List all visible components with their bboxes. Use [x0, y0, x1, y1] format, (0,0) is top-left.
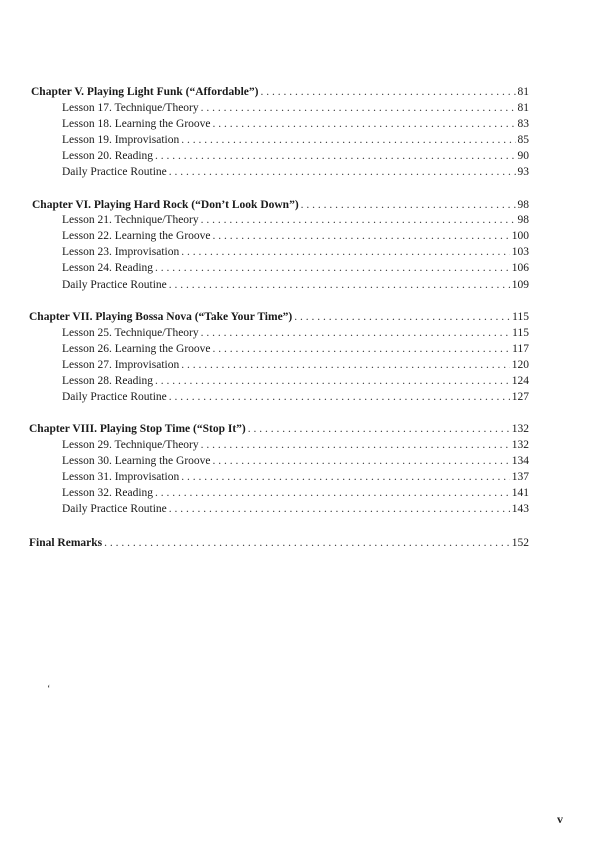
dot-leader: [169, 389, 510, 405]
page-number: 134: [511, 455, 529, 467]
toc-entry-lesson[interactable]: [62, 228, 529, 244]
dot-leader: [294, 309, 510, 325]
toc-entry-chapter-7[interactable]: [29, 309, 529, 325]
page-number: 115: [512, 327, 529, 339]
lesson-title: Lesson 26. Learning the Groove: [62, 343, 211, 355]
dot-leader: [213, 453, 510, 469]
page-number: 132: [511, 439, 529, 451]
lesson-title: Daily Practice Routine: [62, 166, 167, 178]
page-number: 115: [512, 311, 529, 323]
page-number: 141: [511, 487, 529, 499]
toc-entry-lesson[interactable]: [62, 469, 529, 485]
stray-mark: ʻ: [47, 684, 51, 695]
toc-entry-lesson[interactable]: [62, 100, 529, 116]
page-number: 81: [517, 86, 529, 98]
dot-leader: [155, 485, 510, 501]
dot-leader: [301, 197, 516, 213]
toc-entry-final-remarks[interactable]: [29, 535, 529, 551]
dot-leader: [213, 341, 511, 357]
lesson-title: Lesson 27. Improvisation: [62, 359, 180, 371]
dot-leader: [155, 148, 515, 164]
toc-entry-chapter-6[interactable]: [32, 197, 529, 213]
page-number: 103: [511, 246, 529, 258]
toc-entry-lesson[interactable]: [62, 357, 529, 373]
dot-leader: [155, 373, 510, 389]
dot-leader: [260, 84, 515, 100]
page-number: 100: [511, 230, 529, 242]
lesson-title: Lesson 32. Reading: [62, 487, 154, 499]
toc-entry-lesson[interactable]: [62, 277, 529, 293]
page-number: 109: [511, 279, 529, 291]
chapter-title: Chapter V. Playing Light Funk (“Affordable”): [31, 86, 259, 98]
dot-leader: [201, 212, 516, 228]
page-number: 132: [511, 423, 529, 435]
lesson-title: Lesson 29. Technique/Theory: [62, 439, 199, 451]
lesson-title: Lesson 18. Learning the Groove: [62, 118, 211, 130]
toc-entry-lesson[interactable]: [62, 373, 529, 389]
toc-entry-lesson[interactable]: [62, 212, 529, 228]
toc-entry-lesson[interactable]: [62, 341, 529, 357]
dot-leader: [169, 164, 516, 180]
page-number: 152: [511, 537, 529, 549]
page-number: 98: [517, 199, 529, 211]
dot-leader: [181, 244, 510, 260]
dot-leader: [169, 277, 510, 293]
chapter-title: Chapter VIII. Playing Stop Time (“Stop It”): [29, 423, 246, 435]
lesson-title: Lesson 21. Technique/Theory: [62, 214, 199, 226]
lesson-title: Lesson 28. Reading: [62, 375, 154, 387]
chapter-title: Chapter VII. Playing Bossa Nova (“Take Your Time”): [29, 311, 293, 323]
chapter-title: Chapter VI. Playing Hard Rock (“Don’t Look Down”): [32, 199, 299, 211]
toc-entry-lesson[interactable]: [62, 116, 529, 132]
page-number: 83: [517, 118, 529, 130]
dot-leader: [169, 501, 510, 517]
lesson-title: Lesson 17. Technique/Theory: [62, 102, 199, 114]
page-number: 81: [517, 102, 529, 114]
page-number: 90: [517, 150, 529, 162]
dot-leader: [201, 100, 516, 116]
toc-entry-lesson[interactable]: [62, 437, 529, 453]
toc-entry-lesson[interactable]: [62, 453, 529, 469]
lesson-title: Daily Practice Routine: [62, 503, 167, 515]
lesson-title: Daily Practice Routine: [62, 391, 167, 403]
toc-entry-lesson[interactable]: [62, 485, 529, 501]
page-number: 93: [517, 166, 529, 178]
lesson-title: Lesson 23. Improvisation: [62, 246, 180, 258]
lesson-title: Lesson 22. Learning the Groove: [62, 230, 211, 242]
page-number: 106: [511, 262, 529, 274]
dot-leader: [181, 132, 515, 148]
dot-leader: [248, 421, 510, 437]
dot-leader: [104, 535, 510, 551]
toc-entry-chapter-8[interactable]: [29, 421, 529, 437]
toc-entry-lesson[interactable]: [62, 148, 529, 164]
page-number: 124: [511, 375, 529, 387]
dot-leader: [213, 228, 510, 244]
dot-leader: [155, 260, 510, 276]
lesson-title: Lesson 19. Improvisation: [62, 134, 180, 146]
page-number: 120: [511, 359, 529, 371]
toc-entry-lesson[interactable]: [62, 260, 529, 276]
lesson-title: Lesson 30. Learning the Groove: [62, 455, 211, 467]
toc-entry-lesson[interactable]: [62, 132, 529, 148]
toc-entry-chapter-5[interactable]: [31, 84, 529, 100]
toc-entry-lesson[interactable]: [62, 389, 529, 405]
page-number: 137: [511, 471, 529, 483]
lesson-title: Lesson 20. Reading: [62, 150, 154, 162]
lesson-title: Lesson 31. Improvisation: [62, 471, 180, 483]
page-number: 127: [511, 391, 529, 403]
dot-leader: [181, 357, 510, 373]
dot-leader: [201, 325, 511, 341]
lesson-title: Lesson 25. Technique/Theory: [62, 327, 199, 339]
page-number: 143: [511, 503, 529, 515]
toc-entry-lesson[interactable]: [62, 164, 529, 180]
dot-leader: [181, 469, 510, 485]
page-number: 117: [512, 343, 529, 355]
toc-entry-lesson[interactable]: [62, 244, 529, 260]
page-number: 98: [517, 214, 529, 226]
lesson-title: Daily Practice Routine: [62, 279, 167, 291]
dot-leader: [213, 116, 516, 132]
page-folio: v: [557, 812, 563, 826]
page-number: 85: [517, 134, 529, 146]
dot-leader: [201, 437, 510, 453]
toc-entry-lesson[interactable]: [62, 325, 529, 341]
toc-entry-lesson[interactable]: [62, 501, 529, 517]
final-remarks-title: Final Remarks: [29, 537, 103, 549]
lesson-title: Lesson 24. Reading: [62, 262, 154, 274]
